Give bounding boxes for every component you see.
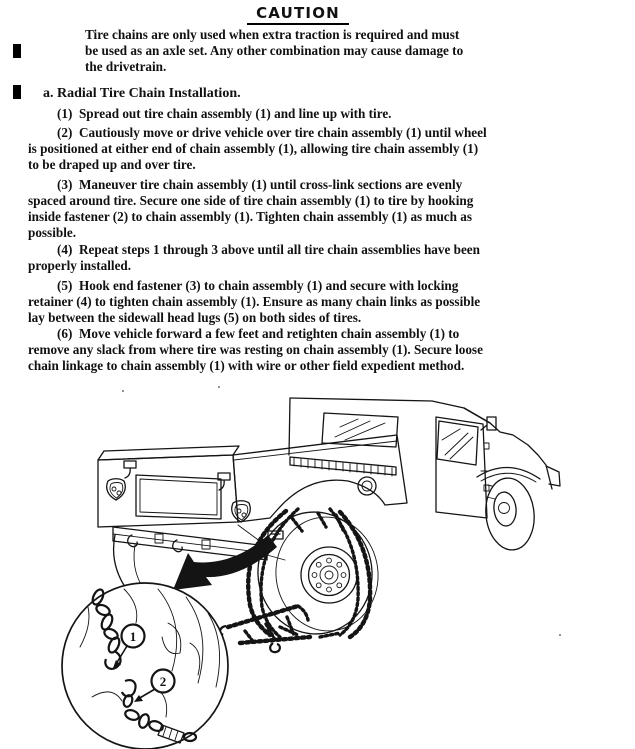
figure-tire-chain-installation [40, 385, 600, 749]
step-paragraph [28, 326, 608, 374]
text-line: (6) Move vehicle forward a few feet and retighten chain assembly (1) to [57, 326, 460, 341]
step-paragraph [28, 278, 608, 326]
step-paragraph [28, 177, 608, 241]
section-heading: a. Radial Tire Chain Installation. [43, 86, 241, 101]
text-line: (1) Spread out tire chain assembly (1) and line up with tire. [57, 106, 392, 121]
text-line: is positioned at either end of chain assembly (1), allowing tire chain assembly (1) [28, 141, 479, 157]
callout-2-number: 2 [159, 674, 167, 689]
text-line: lay between the sidewall head lugs (5) on both sides of tires. [28, 310, 362, 326]
front-wheel [482, 476, 537, 553]
change-bar [13, 85, 21, 99]
step-paragraph [28, 106, 608, 122]
truck-cab [289, 398, 560, 518]
text-line: (2) Cautiously move or drive vehicle over tire chain assembly (1) until wheel [57, 125, 487, 140]
caution-heading [28, 4, 568, 25]
text-line: possible. [28, 225, 77, 241]
caution-heading-label: CAUTION [247, 4, 349, 25]
text-line: (3) Maneuver tire chain assembly (1) until cross-link sections are evenly [57, 177, 463, 192]
text-line: be used as an axle set. Any other combination may cause damage to [85, 43, 464, 59]
step-paragraph [28, 242, 608, 274]
truck-line-drawing [40, 385, 600, 749]
detail-inset [62, 583, 228, 749]
callout-1-number: 1 [129, 629, 137, 644]
text-line: retainer (4) to tighten chain assembly (1). Ensure as many chain links as possible [28, 294, 481, 310]
text-line: (5) Hook end fastener (3) to chain assembly (1) and secure with locking [57, 278, 459, 293]
wheel-bolts [312, 558, 346, 592]
text-line: the drivetrain. [85, 59, 167, 75]
text-line: remove any slack from where tire was resting on chain assembly (1). Secure loose [28, 342, 483, 358]
change-bar [13, 44, 21, 58]
text-line: inside fastener (2) to chain assembly (1). Tighten chain assembly (1) as much as [28, 209, 473, 225]
text-line: spaced around tire. Secure one side of tire chain assembly (1) to tire by hooking [28, 193, 474, 209]
text-line: (4) Repeat steps 1 through 3 above until all tire chain assemblies have been [57, 242, 480, 257]
step-paragraph [28, 125, 608, 173]
rear-wheel-with-chains [248, 506, 384, 641]
text-line: chain linkage to chain assembly (1) with wire or other field expedient method. [28, 358, 465, 374]
text-line: properly installed. [28, 258, 132, 274]
caution-paragraph [85, 27, 555, 75]
text-line: to be draped up and over tire. [28, 157, 196, 173]
text-line: Tire chains are only used when extra traction is required and must [85, 27, 460, 42]
cargo-bed [98, 435, 407, 539]
